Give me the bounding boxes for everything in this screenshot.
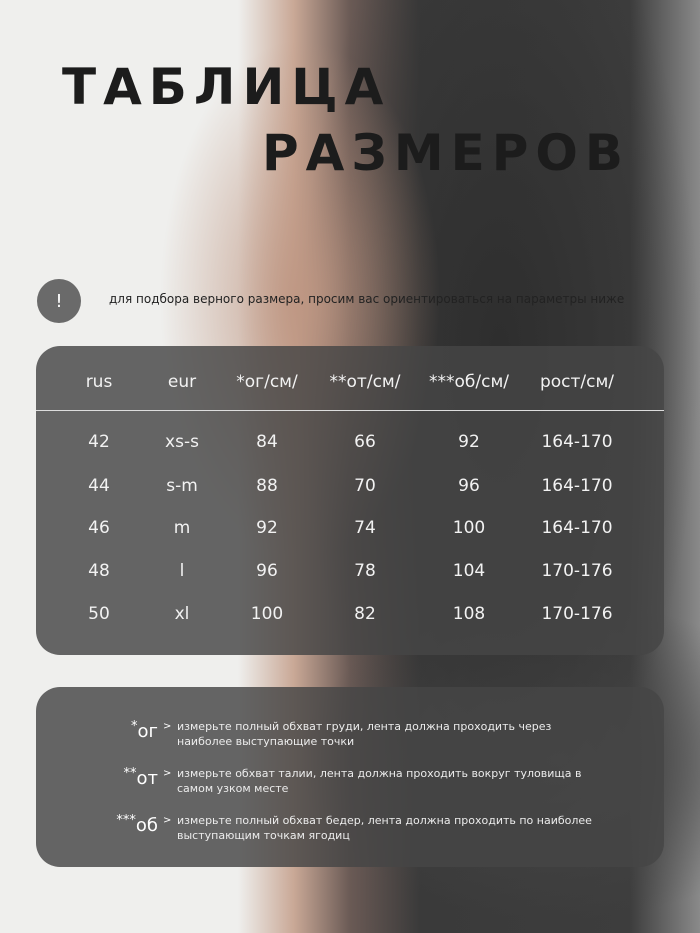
table-cell: 74 bbox=[354, 518, 376, 538]
table-row bbox=[36, 518, 664, 548]
note-abbr: от bbox=[136, 768, 158, 789]
table-cell: 70 bbox=[354, 476, 376, 496]
table-cell: m bbox=[173, 518, 191, 538]
table-row bbox=[36, 476, 664, 506]
table-cell: 78 bbox=[354, 561, 376, 581]
note-stars: ** bbox=[123, 766, 137, 781]
notes-panel bbox=[36, 687, 664, 867]
info-text: для подбора верного размера, просим вас ориентироваться на параметры ниже bbox=[109, 292, 625, 306]
table-row bbox=[36, 604, 664, 634]
chevron-right-icon: > bbox=[163, 721, 172, 732]
table-cell: 96 bbox=[458, 476, 480, 496]
table-row bbox=[36, 561, 664, 591]
chevron-right-icon: > bbox=[163, 768, 172, 779]
column-header: **от/см/ bbox=[329, 372, 401, 392]
table-cell: 164-170 bbox=[541, 518, 613, 538]
column-header: ***об/см/ bbox=[428, 372, 510, 392]
table-cell: 164-170 bbox=[541, 432, 613, 452]
table-row bbox=[36, 432, 664, 462]
table-cell: 108 bbox=[452, 604, 486, 624]
note-text: измерьте полный обхват груди, лента должна проходить через наиболее выступающие точки bbox=[177, 720, 552, 748]
table-cell: xs-s bbox=[165, 432, 199, 452]
table-cell: 82 bbox=[354, 604, 376, 624]
table-cell: 48 bbox=[88, 561, 110, 581]
table-cell: 88 bbox=[256, 476, 278, 496]
note-stars: * bbox=[131, 719, 138, 734]
table-header bbox=[36, 372, 664, 402]
chevron-right-icon: > bbox=[163, 815, 172, 826]
note-stars: *** bbox=[116, 813, 136, 828]
table-cell: xl bbox=[174, 604, 190, 624]
column-header: rus bbox=[85, 372, 113, 392]
note-label bbox=[116, 813, 158, 836]
note-label bbox=[124, 766, 159, 789]
table-cell: 66 bbox=[354, 432, 376, 452]
note-abbr: об bbox=[135, 815, 158, 836]
table-cell: 96 bbox=[256, 561, 278, 581]
table-cell: 50 bbox=[88, 604, 110, 624]
table-cell: 100 bbox=[250, 604, 284, 624]
header-divider bbox=[36, 410, 664, 411]
size-table bbox=[36, 346, 664, 655]
column-header: eur bbox=[167, 372, 197, 392]
table-cell: 170-176 bbox=[541, 604, 613, 624]
title-line-2: РАЗМЕРОВ bbox=[262, 124, 631, 182]
table-cell: 44 bbox=[88, 476, 110, 496]
table-cell: 170-176 bbox=[541, 561, 613, 581]
column-header: рост/см/ bbox=[539, 372, 615, 392]
table-cell: 92 bbox=[458, 432, 480, 452]
note-label bbox=[131, 719, 158, 742]
table-cell: 42 bbox=[88, 432, 110, 452]
table-cell: 100 bbox=[452, 518, 486, 538]
table-cell: 84 bbox=[256, 432, 278, 452]
table-cell: 104 bbox=[452, 561, 486, 581]
title-line-1: ТАБЛИЦА bbox=[62, 58, 391, 116]
exclamation-icon: ! bbox=[37, 279, 81, 323]
note-text: измерьте полный обхват бедер, лента должна проходить по наиболее выступающим точкам ягодиц bbox=[177, 814, 592, 842]
column-header: *ог/см/ bbox=[236, 372, 298, 392]
table-cell: 92 bbox=[256, 518, 278, 538]
table-cell: l bbox=[179, 561, 185, 581]
note-text: измерьте обхват талии, лента должна проходить вокруг туловища в самом узком месте bbox=[177, 767, 582, 795]
note-abbr: ог bbox=[137, 721, 158, 742]
table-cell: 164-170 bbox=[541, 476, 613, 496]
table-cell: 46 bbox=[88, 518, 110, 538]
table-cell: s-m bbox=[166, 476, 198, 496]
